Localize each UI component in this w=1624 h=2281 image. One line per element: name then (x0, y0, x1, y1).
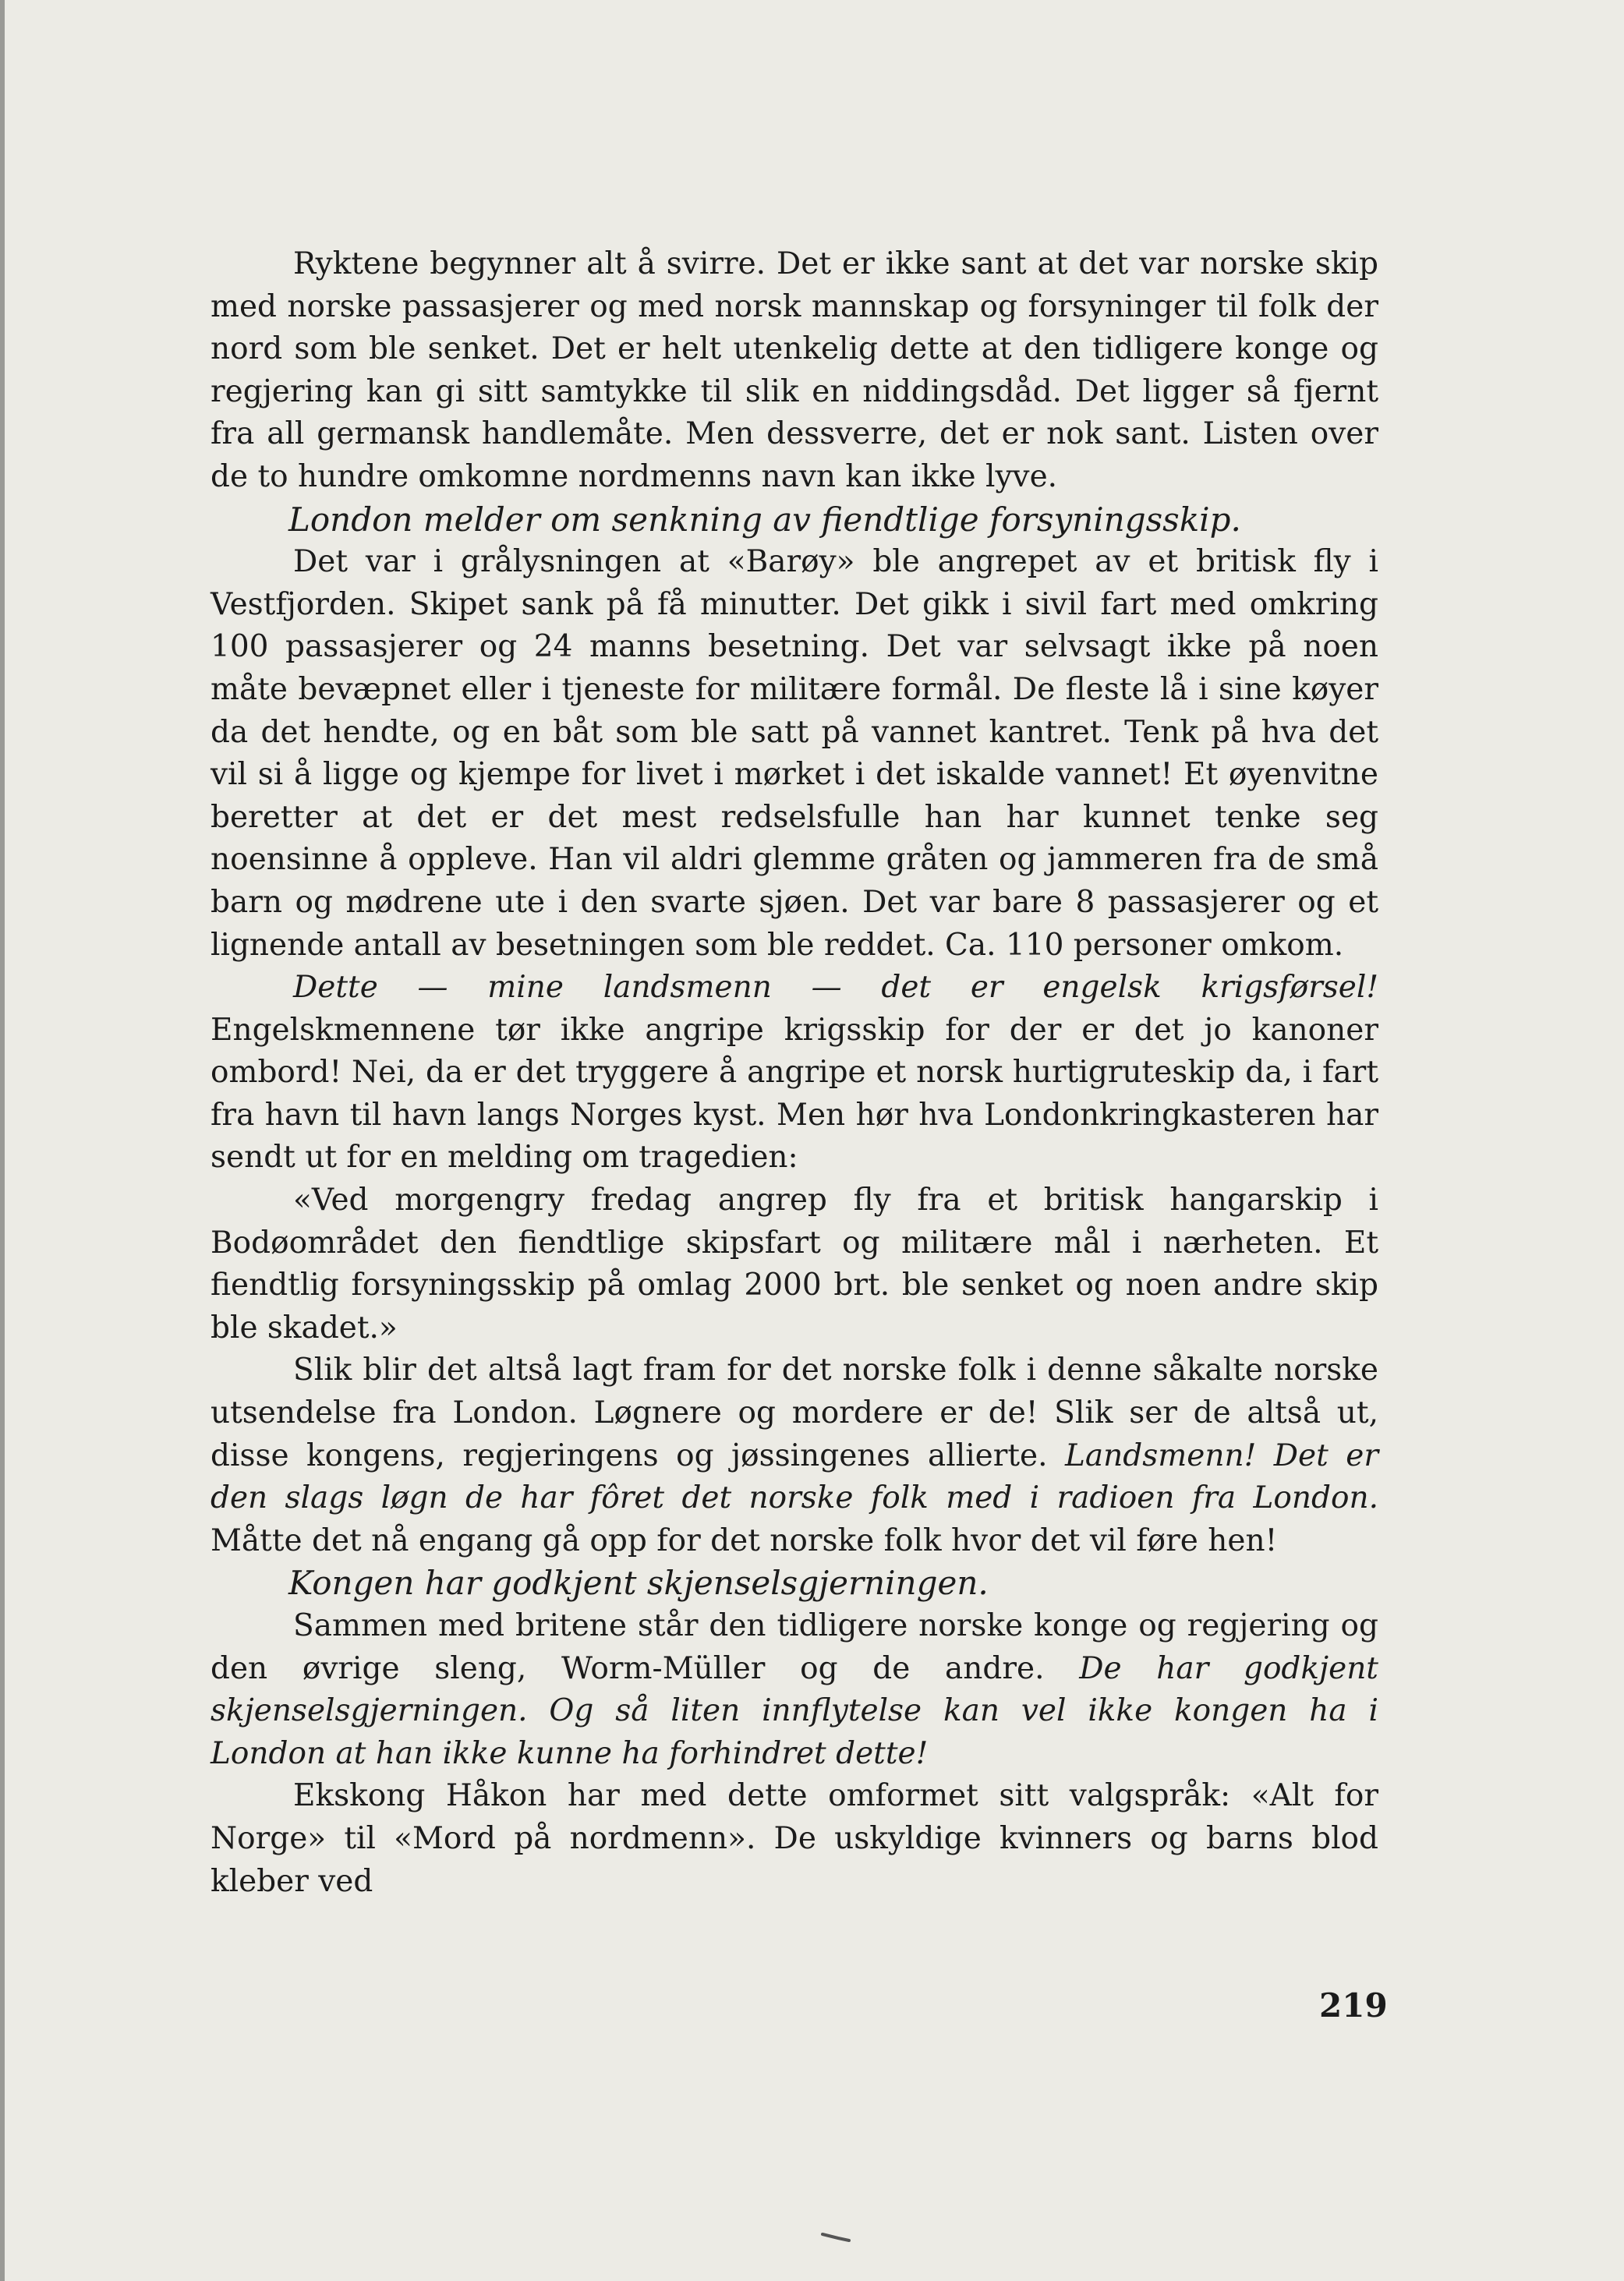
paragraph-4-text-start: Slik blir det altså lagt fram for det norske folk i denne såkalte norske utsendelse fra London. Løgnere og mordere er de! Slik ser de altså ut, disse kongens, regjeringens og jøssingenes allierte. (211, 1353, 1378, 1473)
paragraph-3-text: Engelskmennene tør ikke angripe krigsskip for der er det jo kanoner ombord! Nei, da er det tryggere å angripe et norsk hurtigruteskip da, i fart fra havn til havn langs Norges kyst. Men hør hva Londonkringkasteren har sendt ut for en melding om tragedien: (211, 1012, 1378, 1176)
paragraph-3-italic: Dette — mine landsmenn — det er engelsk krigsførsel! (293, 970, 1378, 1006)
paragraph-1: Ryktene begynner alt å svirre. Det er ikke sant at det var norske skip med norske passasjerer og med norsk mannskap og forsyninger til folk der nord som ble senket. Det er helt utenkelig dette at den tidligere konge og regjering kan gi sitt samtykke til slik en niddingsdåd. Det ligger så fjernt fra all germansk handlemåte. Men dessverre, det er nok sant. Listen over de to hundre omkomne nordmenns navn kan ikke lyve. (211, 246, 1378, 494)
scan-mark (821, 2232, 852, 2243)
section-heading-kongen: Kongen har godkjent skjenselsgjerningen. (288, 1564, 989, 1603)
paragraph-6: Ekskong Håkon har med dette omformet sitt valgspråk: «Alt for Norge» til «Mord på nordmenn». De uskyldige kvinners og barns blod kleber ved (211, 1778, 1378, 1899)
text-block (211, 243, 1378, 1903)
paragraph-5-text: Sammen med britene står den tidligere norske konge og regjering og den øvrige sleng, Worm-Müller og de andre. (211, 1608, 1378, 1686)
page-number: 219 (1319, 1986, 1388, 2025)
paragraph-5 (211, 1605, 1378, 1775)
paragraph-4-italic: Landsmenn! Det er den slags løgn de har fôret det norske folk med i radioen fra London. (211, 1438, 1378, 1516)
paragraph-4 (211, 1349, 1378, 1562)
paragraph-3 (211, 967, 1378, 1179)
paragraph-5-italic: De har godkjent skjenselsgjerningen. Og så liten innflytelse kan vel ikke kongen ha i London at han ikke kunne ha forhindret dette! (211, 1650, 1378, 1771)
section-heading-london: London melder om senkning av fiendtlige forsyningsskip. (288, 500, 1241, 539)
broadcast-quote: «Ved morgengry fredag angrep fly fra et britisk hangarskip i Bodøområdet den fiendtlige skipsfart og militære mål i nærheten. Et fiendtlig forsyningsskip på omlag 2000 brt. ble senket og noen andre skip ble skadet.» (211, 1183, 1378, 1346)
paragraph-4-text-end: Måtte det nå engang gå opp for det norske folk hvor det vil føre hen! (211, 1522, 1278, 1558)
paragraph-2: Det var i grålysningen at «Barøy» ble angrepet av et britisk fly i Vestfjorden. Skipet sank på få minutter. Det gikk i sivil fart med omkring 100 passasjerer og 24 manns besetning. Det var selvsagt ikke på noen måte bevæpnet eller i tjeneste for militære formål. De fleste lå i sine køyer da det hendte, og en båt som ble satt på vannet kantret. Tenk på hva det vil si å ligge og kjempe for livet i mørket i det iskalde vannet! Et øyenvitne beretter at det er det mest redselsfulle han har kunnet tenke seg noensinne å oppleve. Han vil aldri glemme gråten og jammeren fra de små barn og mødrene ute i den svarte sjøen. Det var bare 8 passasjerer og et lignende antall av besetningen som ble reddet. Ca. 110 personer omkom. (211, 544, 1378, 963)
page-edge (0, 0, 5, 2281)
